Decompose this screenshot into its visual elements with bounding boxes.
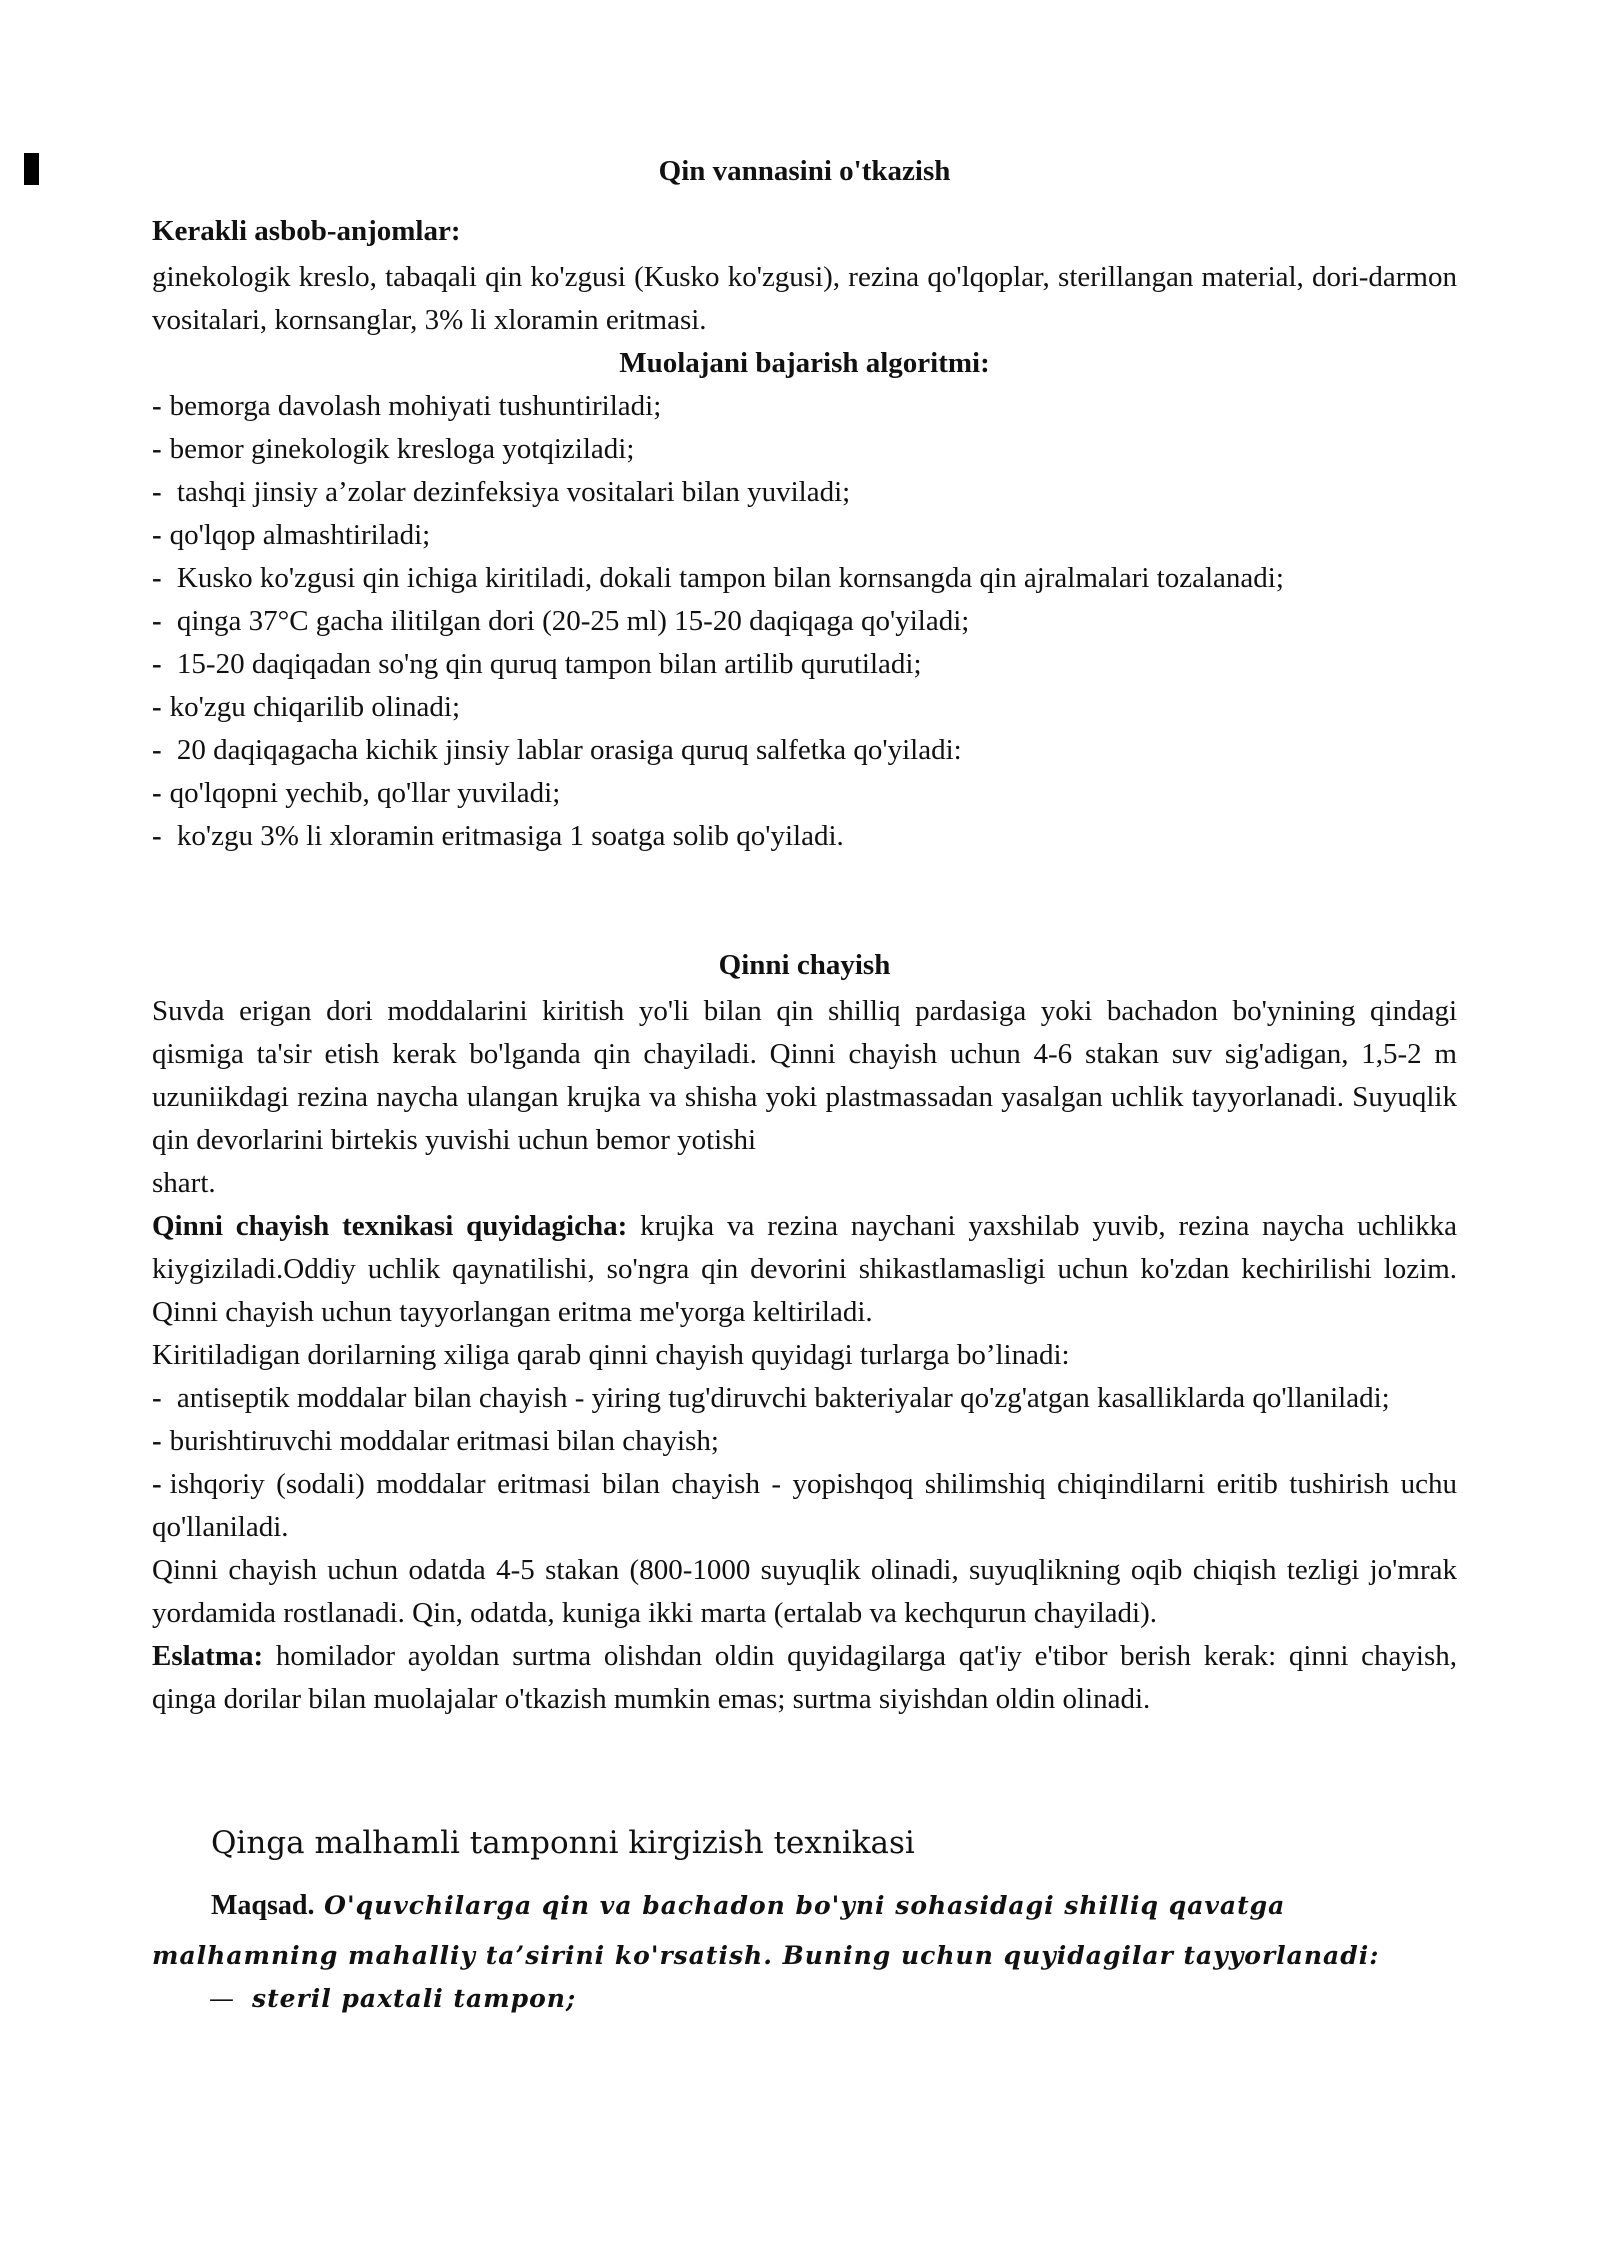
list-item: [209, 1981, 1457, 2017]
section1-title: Qin vannasini o'tkazish: [658, 155, 951, 187]
step-text: bemorga davolash mohiyati tushuntiriladi;: [169, 390, 662, 422]
bullet-marker: -: [152, 562, 162, 594]
bullet-marker: -: [152, 1382, 162, 1414]
step-text: qo'lqop almashtiriladi;: [169, 519, 431, 551]
volume-text: Qinni chayish uchun odatda 4-5 stakan (800-1000 suyuqlik olinadi, suyuqlikning oqib chiqish tezligi jo'mrak yordamida rostlanadi. Qin, odatda, kuniga ikki marta (ertalab va kechqurun chayiladi).: [152, 1554, 1457, 1629]
step-text: qinga 37°C gacha ilitilgan dori (20-25 ml) 15-20 daqiqaga qo'yiladi;: [169, 605, 970, 637]
step-text: Kusko ko'zgusi qin ichiga kiritiladi, dokali tampon bilan kornsangda qin ajralmalari tozalanadi;: [169, 562, 1284, 594]
list-item: [152, 557, 1457, 600]
step-text: ko'zgu 3% li xloramin eritmasiga 1 soatga solib qo'yiladi.: [169, 820, 844, 852]
note-text: homilador ayoldan surtma olishdan oldin quyidagilarga qat'iy e'tibor berish kerak: qinni chayish, qinga dorilar bilan muolajalar o'tkazish mumkin emas; surtma siyishdan oldin olinadi.: [152, 1640, 1457, 1715]
step-text: 15-20 daqiqadan so'ng qin quruq tampon bilan artilib qurutiladi;: [169, 648, 922, 680]
bullet-marker: -: [152, 691, 162, 723]
list-item: [152, 600, 1457, 643]
list-item: [152, 514, 1457, 557]
bullet-marker: -: [152, 777, 162, 809]
step-text: tashqi jinsiy a’zolar dezinfeksiya vositalari bilan yuviladi;: [169, 476, 851, 508]
types-intro: Kiritiladigan dorilarning xiliga qarab qinni chayish quyidagi turlarga bo’linadi:: [152, 1339, 1070, 1371]
cursor-marker: [24, 153, 39, 185]
section3-title: Qinga malhamli tamponni kirgizish texnikasi: [211, 1825, 915, 1861]
algorithm-heading: Muolajani bajarish algoritmi:: [619, 347, 990, 379]
type-text: ishqoriy (sodali) moddalar eritmasi bilan chayish - yopishqoq shilimshiq chiqindilarni eritib tushirish uchu qo'llaniladi.: [152, 1468, 1457, 1543]
technique-label: Qinni chayish texnikasi quyidagicha:: [152, 1210, 628, 1242]
bullet-marker: -: [152, 1468, 162, 1500]
intro-end-text: shart.: [152, 1167, 216, 1199]
step-text: 20 daqiqagacha kichik jinsiy lablar orasiga quruq salfetka qo'yiladi:: [169, 734, 962, 766]
list-item: [152, 772, 1457, 815]
type-text: antiseptik moddalar bilan chayish - yiring tug'diruvchi bakteriyalar qo'zg'atgan kasalliklarda qo'llaniladi;: [169, 1382, 1390, 1414]
type-text: burishtiruvchi moddalar eritmasi bilan chayish;: [169, 1425, 719, 1457]
list-item: [152, 1420, 1457, 1463]
bullet-marker: -: [152, 1425, 162, 1457]
goal-paragraph: [152, 1881, 1457, 1981]
bullet-marker: -: [152, 648, 162, 680]
step-text: ko'zgu chiqarilib olinadi;: [169, 691, 460, 723]
bullet-marker: -: [152, 605, 162, 637]
list-item: [152, 471, 1457, 514]
item-text: steril paxtali tampon;: [252, 1984, 577, 2013]
intro-text: Suvda erigan dori moddalarini kiritish yo'li bilan qin shilliq pardasiga yoki bachadon bo'ynining qindagi qismiga ta'sir etish kerak bo'lganda qin chayiladi. Qinni chayish uchun 4-6 stakan suv sig'adigan, 1,5-2 m uzuniikdagi rezina naycha ulangan krujka va shisha yoki plastmassadan yasalgan uchlik tayyorlanadi. Suyuqlik qin devorlarini birtekis yuvishi uchun bemor yotishi: [152, 995, 1457, 1156]
bullet-marker: -: [152, 519, 162, 551]
list-item: [152, 1377, 1457, 1420]
equipment-heading: Kerakli asbob-anjomlar:: [152, 215, 461, 247]
equipment-text: ginekologik kreslo, tabaqali qin ko'zgusi (Kusko ko'zgusi), rezina qo'lqoplar, sterillangan material, dori-darmon vositalari, kornsanglar, 3% li xloramin eritmasi.: [152, 261, 1457, 336]
list-item: [152, 686, 1457, 729]
list-item: [152, 729, 1457, 772]
list-item: [152, 385, 1457, 428]
list-item: [152, 815, 1457, 858]
bullet-marker: -: [152, 734, 162, 766]
dash-marker: —: [209, 1984, 234, 2013]
note-paragraph: [152, 1635, 1457, 1721]
technique-text: krujka va rezina naychani yaxshilab yuvib, rezina naycha uchlikka kiygiziladi.Oddiy uchlik qaynatilishi, so'ngra qin devorini shikastlamasligi uchun ko'zdan kechirilishi lozim. Qinni chayish uchun tayyorlangan eritma me'yorga keltiriladi.: [152, 1210, 1457, 1328]
technique-paragraph: [152, 1205, 1457, 1334]
steps-list: [152, 385, 1457, 858]
bullet-marker: -: [152, 390, 162, 422]
list-item: [152, 1463, 1457, 1549]
note-label: Eslatma:: [152, 1640, 264, 1672]
goal-label: Maqsad.: [211, 1890, 315, 1921]
bullet-marker: -: [152, 433, 162, 465]
list-item: [152, 428, 1457, 471]
bullet-marker: -: [152, 820, 162, 852]
bullet-marker: -: [152, 476, 162, 508]
goal-text: O'quvchilarga qin va bachadon bo'yni sohasidagi shilliq qavatga malhamning mahalliy ta’sirini ko'rsatish. Buning uchun quyidagilar tayyorlanadi:: [152, 1891, 1380, 1970]
section2-title: Qinni chayish: [718, 949, 891, 981]
step-text: bemor ginekologik kresloga yotqiziladi;: [169, 433, 635, 465]
step-text: qo'lqopni yechib, qo'llar yuviladi;: [169, 777, 561, 809]
document-page: [152, 150, 1457, 2017]
list-item: [152, 643, 1457, 686]
